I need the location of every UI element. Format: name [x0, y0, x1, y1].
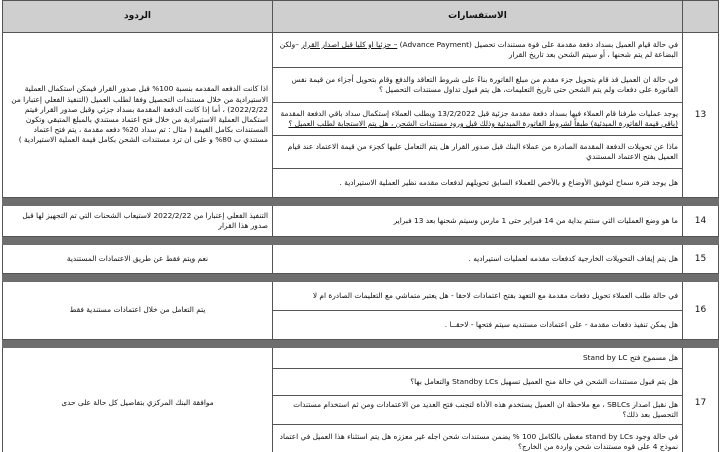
row-number: 16	[683, 282, 719, 340]
question-text-underlined: – جزئيا او كليا قبل اصدار القرار	[301, 39, 398, 49]
row-number: 14	[683, 206, 719, 237]
question-text: يوجد عمليات طرفنا قام العملاء فيها بسداد دفعة مقدمة جزئية قبل 13/2/2022 ويطلب العملاء إستكمال سداد باقي الدفعة المقدمة	[280, 108, 678, 118]
question-cell	[273, 33, 683, 68]
question-cell: ماذا عن تحويلات الدفعة المقدمة الصادرة من عملاء البنك قبل صدور القرار هل يتم التعامل عليها كجزء من قيمة الاعتماد عند قيام العميل بفتح الاعتماد المستندي	[273, 136, 683, 169]
question-text: في حالة قيام العميل بسداد دفعة مقدمة على قوة مستندات تحصيل (Advance Payment)	[397, 39, 678, 49]
inquiries-column-header: الاستفسارات	[273, 1, 683, 33]
answer-cell: موافقة البنك المركزي بتفاصيل كل حالة على حدى	[3, 348, 273, 452]
question-cell: ما هو وضع العمليات التي ستتم بداية من 14 فبراير حتى 1 مارس وسيتم شحنها بعد 13 فبراير	[273, 206, 683, 237]
table-row	[3, 282, 719, 311]
question-cell: هل نقبل اصدار SBLCs ، مع ملاحظة ان العميل يستخدم هذه الأداة لتجنب فتح العديد من الاعتمادات ومن ثم استخدام مستندات التحصيل بعد ذلك؟	[273, 396, 683, 425]
row-number: 13	[683, 33, 719, 198]
row-number: 15	[683, 245, 719, 274]
answer-cell: نعم ويتم فقط عن طريق الاعتمادات المستندية	[3, 245, 273, 274]
question-text: –ولكن البضاعة لم يتم شحنها ، أو سيتم الشحن بعد تاريخ القرار	[279, 39, 678, 59]
row-separator	[3, 340, 719, 348]
question-text-underlined: (باقي قيمة الفاتورة المبدئية) طبقاً لشروط الفاتورة المبدئية وذلك قبل ورود مستندات الشحن ، هل يتم الاستجابة لطلب العميل ؟	[288, 119, 678, 128]
question-cell	[273, 103, 683, 136]
question-cell: هل يتم قبول مستندات الشحن في حالة منح العميل تسهيل Standby LCs والتعامل بها؟	[273, 369, 683, 396]
question-cell: هل يوجد فترة سماح لتوفيق الأوضاع و بالأخص للعملاء السابق تحويلهم لدفعات مقدمه نظير العملية الاستيرادية .	[273, 169, 683, 198]
question-cell: في حالة ان العميل قد قام بتحويل جزء مقدم من مبلغ الفاتورة بناءً على شروط التعاقد والدفع وقام بتحويل أجزاء من قيمة نفس الفاتورة على دفعات ولم يتم الشحن حتى تاريخ التعليمات، هل يتم قبول تداول مستندات التحصيل ؟	[273, 68, 683, 103]
answer-cell: يتم التعامل من خلال اعتمادات مستندية فقط	[3, 282, 273, 340]
question-cell: هل يتم إيقاف التحويلات الخارجية كدفعات مقدمه لعمليات استيراديه .	[273, 245, 683, 274]
responses-column-header: الردود	[3, 1, 273, 33]
row-number: 17	[683, 348, 719, 452]
answer-cell: التنفيذ الفعلي إعتبارا من 2022/2/22 لاستيعاب الشحنات التي تم التجهيز لها قبل صدور هذا القرار	[3, 206, 273, 237]
table-row	[3, 33, 719, 68]
row-separator	[3, 237, 719, 245]
question-cell: هل يمكن تنفيذ دفعات مقدمة - على اعتمادات مستنديه سيتم فتحها - لاحقــا .	[273, 311, 683, 340]
row-separator	[3, 274, 719, 282]
inquiries-table	[2, 0, 719, 452]
row-separator	[3, 198, 719, 206]
question-cell: في حالة طلب العملاء تحويل دفعات مقدمة مع التعهد بفتح اعتمادات لاحقا - هل يعتبر متماشي مع التعليمات الصادرة ام لا	[273, 282, 683, 311]
question-cell: في حالة وجود stand by LCs مغطى بالكامل 100 % يضمن مستندات شحن اجله غير معززه هل يتم استثناء هذا العميل في اعتماد نموذج 4 على قوه مستندات شحن واردة من الخارج؟	[273, 425, 683, 452]
table-header-row	[3, 1, 719, 33]
table-row	[3, 206, 719, 237]
number-column-header	[683, 1, 719, 33]
table-row	[3, 348, 719, 369]
question-cell: هل مسموح فتح Stand by LC	[273, 348, 683, 369]
answer-cell: اذا كانت الدفعه المقدمه بنسبة 100% قبل صدور القرار فيمكن استكمال العملية الاستيرادية من خلال مستندات التحصيل وفقا لطلب العميل (التنفيذ الفعلي إعتبارا من 2022/2/22) ، أما إذا كانت الدفعة المقدمة بسداد جزئي وقبل صدور القرار فيتم استكمال العملية الاستيرادية من خلال فتح اعتماد مستندي بالمبلغ المتبقي وتكون المستندات بكامل القيمة ( مثال : تم سداد 20% دفعه مقدمة ، يتم فتح اعتماد مستندي ب 80% و على ان ترد مستندات الشحن بكامل قيمة العملية الاستيرادية )	[3, 33, 273, 198]
table-row	[3, 245, 719, 274]
